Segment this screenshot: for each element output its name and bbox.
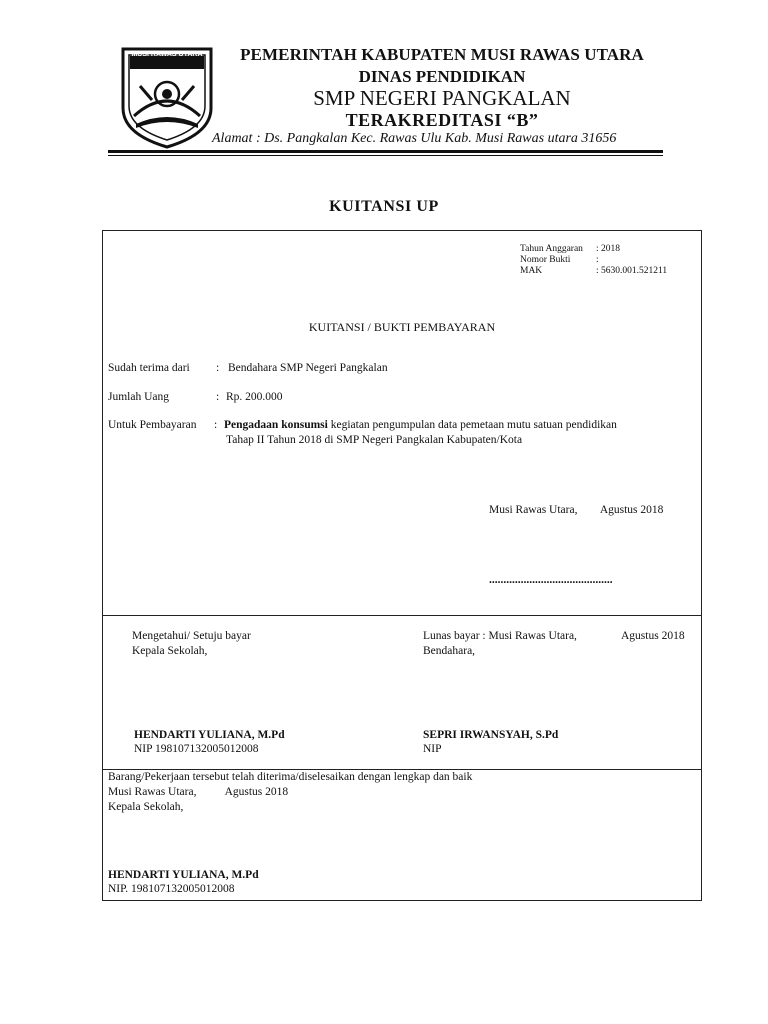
header-government: PEMERINTAH KABUPATEN MUSI RAWAS UTARA (240, 45, 644, 64)
purpose-line2: Tahap II Tahun 2018 di SMP Negeri Pangkalan Kabupaten/Kota (226, 434, 523, 446)
purpose-bold: Pengadaan konsumsi (224, 419, 328, 431)
approve-right-line2: Bendahara, (423, 645, 476, 657)
logo-text: MUSI RAWAS UTARA (131, 51, 203, 58)
place-date: Musi Rawas Utara, Agustus 2018 (489, 504, 664, 516)
regency-logo (120, 46, 214, 150)
signature-dots: ........................................... (489, 574, 613, 586)
meta-nomor-value: : (596, 255, 599, 265)
confirm-nip: NIP. 198107132005012008 (108, 883, 235, 895)
receipt-heading: KUITANSI / BUKTI PEMBAYARAN (308, 320, 496, 334)
purpose-rest: kegiatan pengumpulan data pemetaan mutu satuan pendidikan (327, 419, 617, 431)
approve-right-date: Agustus 2018 (621, 630, 685, 642)
treasurer-name: SEPRI IRWANSYAH, S.Pd (423, 729, 559, 741)
document-title: KUITANSI UP (329, 198, 439, 215)
header-accreditation: TERAKREDITASI “B” (345, 110, 539, 130)
amount-label: Jumlah Uang (108, 391, 170, 403)
confirm-line2: Musi Rawas Utara, Agustus 2018 (108, 786, 289, 798)
from-label: Sudah terima dari (108, 362, 190, 374)
header-department: DINAS PENDIDIKAN (358, 67, 526, 86)
approve-right-line1: Lunas bayar : Musi Rawas Utara, (423, 630, 577, 642)
principal-name: HENDARTI YULIANA, M.Pd (134, 729, 285, 741)
amount-value: Rp. 200.000 (226, 391, 283, 403)
header-rule-thin (108, 155, 663, 156)
purpose-colon: : (214, 419, 218, 431)
amount-colon: : (216, 391, 220, 403)
treasurer-nip: NIP (423, 743, 442, 755)
meta-mak-value: : 5630.001.521211 (596, 266, 668, 276)
meta-tahun-label: Tahun Anggaran (520, 244, 583, 254)
confirm-name: HENDARTI YULIANA, M.Pd (108, 869, 259, 881)
approve-left-line1: Mengetahui/ Setuju bayar (132, 630, 251, 642)
purpose-text (224, 419, 617, 431)
meta-tahun-value: : 2018 (596, 244, 621, 254)
header-school: SMP NEGERI PANGKALAN (313, 86, 571, 110)
confirm-line1: Barang/Pekerjaan tersebut telah diterima/diselesaikan dengan lengkap dan baik (108, 771, 473, 783)
confirm-line3: Kepala Sekolah, (108, 801, 184, 813)
from-value: Bendahara SMP Negeri Pangkalan (228, 362, 388, 374)
purpose-label: Untuk Pembayaran (108, 419, 197, 431)
meta-mak-label: MAK (520, 266, 543, 276)
header-rule-thick (108, 150, 663, 153)
principal-nip: NIP 198107132005012008 (134, 743, 259, 755)
meta-nomor-label: Nomor Bukti (520, 255, 571, 265)
header-address: Alamat : Ds. Pangkalan Kec. Rawas Ulu Kab. Musi Rawas utara 31656 (212, 131, 617, 146)
from-colon: : (216, 362, 220, 374)
approve-left-line2: Kepala Sekolah, (132, 645, 208, 657)
